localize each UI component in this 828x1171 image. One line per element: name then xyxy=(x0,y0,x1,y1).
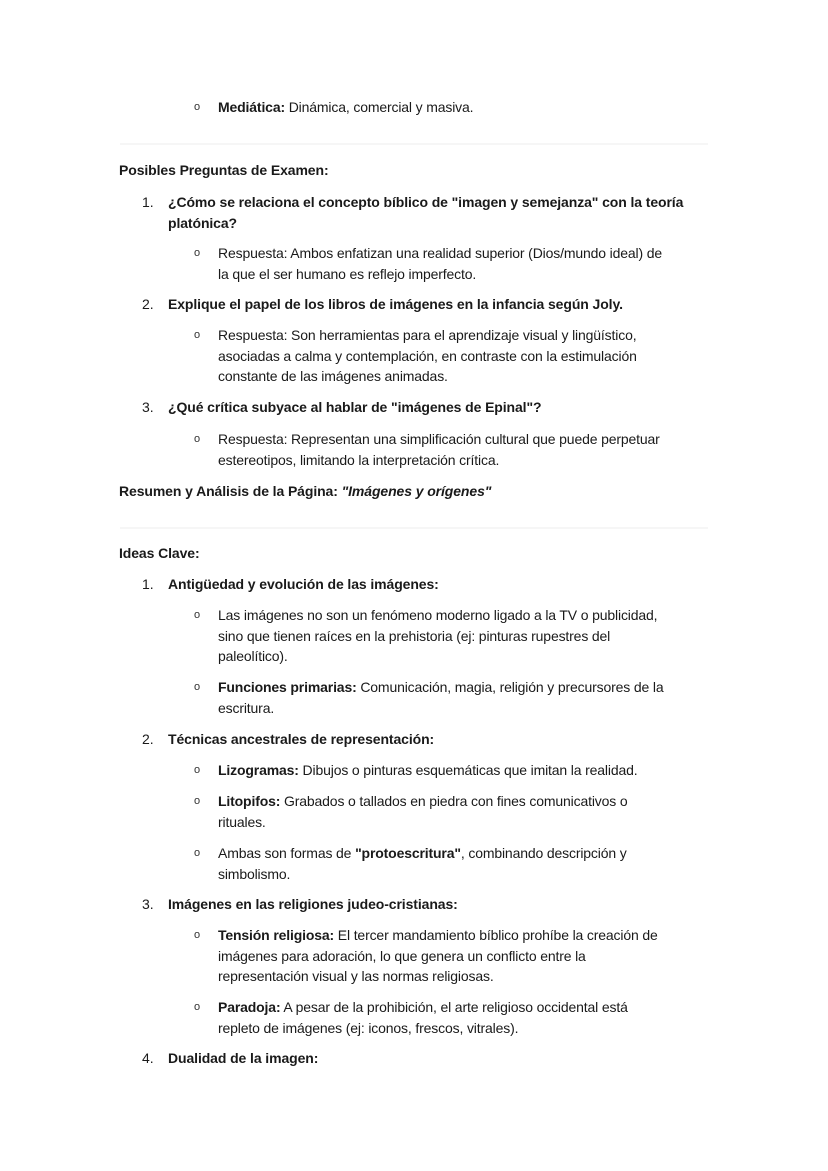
bullet-text: El tercer mandamiento bíblico prohíbe la creación de xyxy=(334,927,658,943)
bullet-line: imágenes para adoración, lo que genera un conflicto entre la xyxy=(218,947,586,964)
answer-2 xyxy=(218,325,710,387)
bullet-icon: o xyxy=(194,609,201,621)
bullet-text: Ambas son formas de xyxy=(218,845,356,861)
horizontal-rule xyxy=(120,143,708,145)
bullet-line: repleto de imágenes (ej: iconos, frescos, vitrales). xyxy=(218,1019,519,1036)
bullet-icon: o xyxy=(194,433,201,445)
idea-2-bullet-1 xyxy=(218,760,710,781)
idea-1-bullet-1 xyxy=(218,605,710,667)
question-2 xyxy=(168,294,713,315)
question-line: Explique el papel de los libros de imágenes en la infancia según Joly. xyxy=(168,296,623,312)
list-number: 3. xyxy=(142,896,154,912)
bullet-line xyxy=(218,791,710,812)
bullet-label: Tensión religiosa: xyxy=(218,927,335,943)
list-item-mediatica xyxy=(218,97,710,118)
idea-4-title: Dualidad de la imagen: xyxy=(168,1050,319,1066)
bullet-text: Grabados o tallados en piedra con fines comunicativos o xyxy=(280,793,628,809)
answer-1 xyxy=(218,243,710,284)
item-label: Mediática: xyxy=(218,99,285,115)
bullet-line: simbolismo. xyxy=(218,865,291,882)
bullet-line: sino que tienen raíces en la prehistoria (ej: pinturas rupestres del xyxy=(218,627,611,644)
bullet-label: Paradoja: xyxy=(218,999,281,1015)
bullet-text: , combinando descripción y xyxy=(460,845,627,861)
list-number: 1. xyxy=(142,576,154,592)
bullet-label: Litopifos: xyxy=(218,793,281,809)
bullet-icon: o xyxy=(194,247,201,259)
summary-heading xyxy=(119,481,491,502)
question-3 xyxy=(168,397,713,418)
answer-line: constante de las imágenes animadas. xyxy=(218,368,448,384)
bullet-line xyxy=(218,997,710,1018)
answer-line: asociadas a calma y contemplación, en contraste con la estimulación xyxy=(218,347,637,364)
bullet-icon: o xyxy=(194,329,201,341)
list-number: 1. xyxy=(142,194,154,210)
idea-3-title: Imágenes en las religiones judeo-cristianas: xyxy=(168,896,458,912)
idea-2-title: Técnicas ancestrales de representación: xyxy=(168,731,435,747)
question-line: ¿Qué crítica subyace al hablar de "imágenes de Epinal"? xyxy=(168,399,542,415)
bullet-line xyxy=(218,843,710,864)
bullet-line: escritura. xyxy=(218,699,275,716)
bullet-line xyxy=(218,760,710,781)
bullet-text: Comunicación, magia, religión y precursores de la xyxy=(356,679,664,695)
bullet-label: Lizogramas: xyxy=(218,762,299,778)
bullet-icon: o xyxy=(194,847,201,859)
answer-line: estereotipos, limitando la interpretación crítica. xyxy=(218,451,500,468)
bullet-line xyxy=(218,925,710,946)
idea-1-title: Antigüedad y evolución de las imágenes: xyxy=(168,576,439,592)
bullet-icon: o xyxy=(194,764,201,776)
bullet-text: Dibujos o pinturas esquemáticas que imitan la realidad. xyxy=(298,762,638,778)
bullet-line: Las imágenes no son un fenómeno moderno ligado a la TV o publicidad, xyxy=(218,607,658,623)
bullet-line xyxy=(218,677,710,698)
list-number: 2. xyxy=(142,731,154,747)
idea-1-bullet-2 xyxy=(218,677,710,718)
bullet-icon: o xyxy=(194,1001,201,1013)
idea-2-bullet-3 xyxy=(218,843,710,884)
question-line: platónica? xyxy=(168,214,238,231)
idea-2-bullet-2 xyxy=(218,791,710,832)
bullet-icon: o xyxy=(194,101,201,113)
summary-prefix: Resumen y Análisis de la Página: xyxy=(119,483,342,499)
bullet-line: rituales. xyxy=(218,813,266,830)
summary-title: "Imágenes y orígenes" xyxy=(341,483,492,499)
bullet-text: A pesar de la prohibición, el arte religioso occidental está xyxy=(280,999,628,1015)
answer-3 xyxy=(218,429,710,470)
answer-line: Respuesta: Son herramientas para el aprendizaje visual y lingüístico, xyxy=(218,327,637,343)
list-number: 2. xyxy=(142,296,154,312)
bullet-line: paleolítico). xyxy=(218,648,288,664)
bullet-bold-term: "protoescritura" xyxy=(355,845,461,861)
idea-3-bullet-1 xyxy=(218,925,710,987)
item-text: Dinámica, comercial y masiva. xyxy=(284,99,474,115)
answer-line: Respuesta: Ambos enfatizan una realidad superior (Dios/mundo ideal) de xyxy=(218,245,662,261)
bullet-icon: o xyxy=(194,929,201,941)
question-line: ¿Cómo se relaciona el concepto bíblico de "imagen y semejanza" con la teoría xyxy=(168,194,684,210)
bullet-line: representación visual y las normas religiosas. xyxy=(218,968,494,984)
question-1 xyxy=(168,192,713,233)
bullet-icon: o xyxy=(194,681,201,693)
bullet-label: Funciones primarias: xyxy=(218,679,357,695)
list-number: 3. xyxy=(142,399,154,415)
horizontal-rule xyxy=(120,527,708,529)
idea-3-bullet-2 xyxy=(218,997,710,1038)
list-number: 4. xyxy=(142,1050,154,1066)
answer-line: la que el ser humano es reflejo imperfecto. xyxy=(218,265,477,282)
section-heading-key-ideas: Ideas Clave: xyxy=(119,545,200,561)
bullet-icon: o xyxy=(194,795,201,807)
answer-line: Respuesta: Representan una simplificación cultural que puede perpetuar xyxy=(218,431,660,447)
section-heading-exam: Posibles Preguntas de Examen: xyxy=(119,162,329,178)
